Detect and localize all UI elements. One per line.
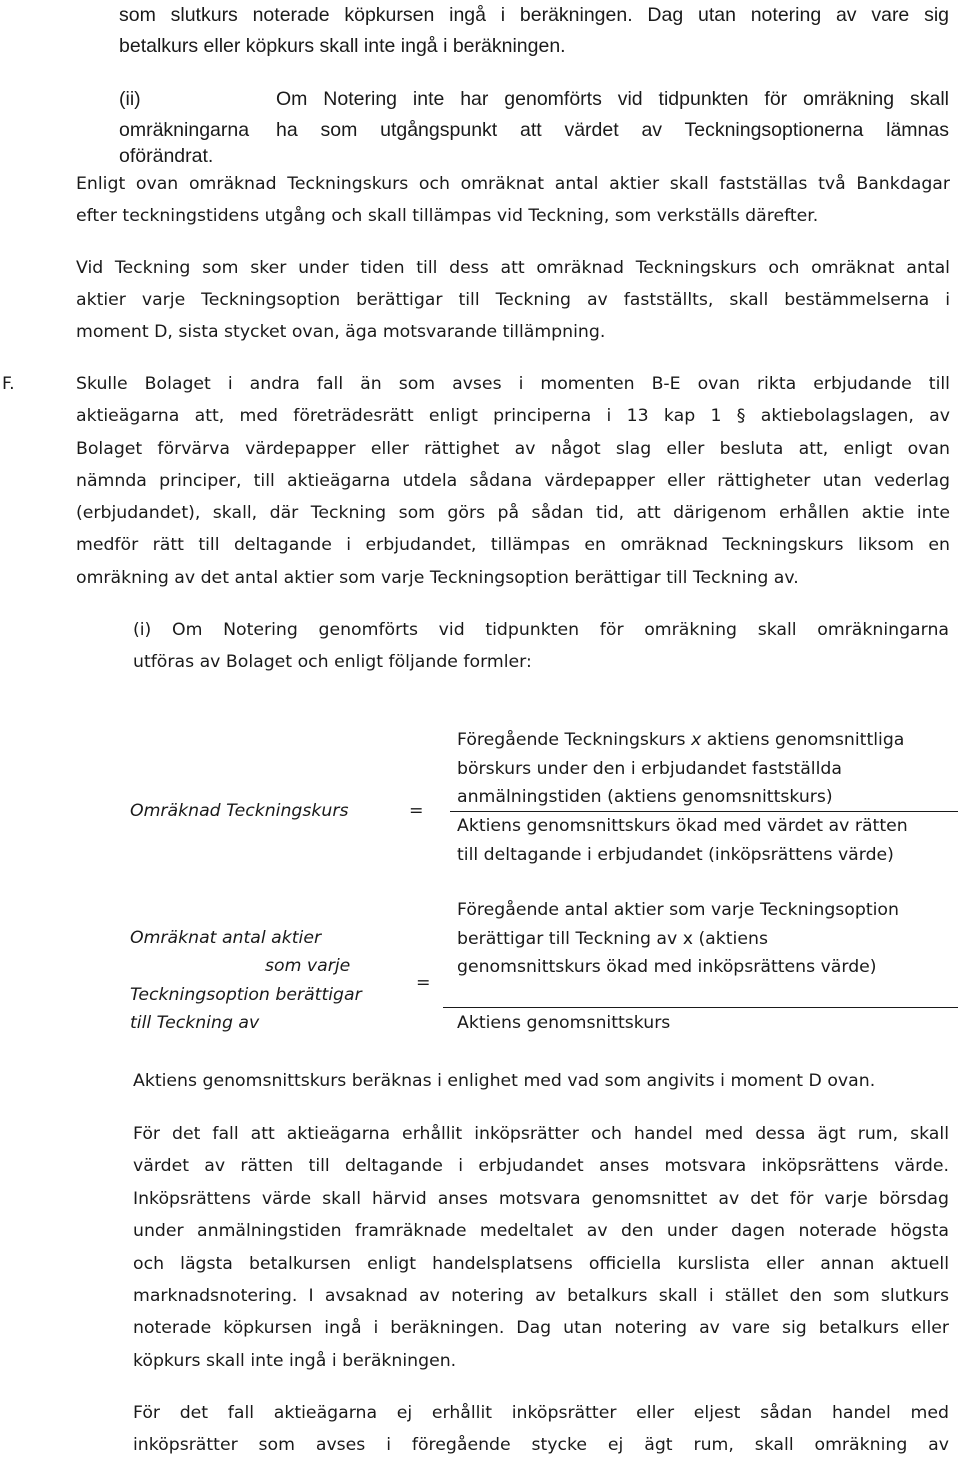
text-line: För det fall att aktieägarna erhållit inköpsrätter och handel med dessa ägt rum, skall bbox=[133, 1124, 949, 1144]
text-line: som slutkurs noterade köpkursen ingå i beräkningen. Dag utan notering av vare sig bbox=[119, 4, 949, 26]
text-line: moment D, sista stycket ovan, äga motsvarande tillämpning. bbox=[76, 322, 606, 342]
formula1-numerator bbox=[457, 726, 957, 812]
paragraph-vid bbox=[76, 252, 950, 348]
text-line: För det fall aktieägarna ej erhållit inköpsrätter eller eljest sådan handel med bbox=[133, 1403, 949, 1423]
item-ii-line2b: ha som utgångspunkt att värdet av Teckningsoptionerna lämnas bbox=[276, 119, 949, 141]
text-line: noterade köpkursen ingå i beräkningen. Dag utan notering av vare sig betalkurs eller bbox=[133, 1318, 949, 1339]
text-line: omräkning av det antal aktier som varje Teckningsoption berättigar till Teckning av. bbox=[76, 567, 799, 588]
note-average-price: Aktiens genomsnittskurs beräknas i enlighet med vad som angivits i moment D ovan. bbox=[133, 1071, 876, 1091]
text-line: Föregående antal aktier som varje Teckningsoption bbox=[457, 900, 899, 920]
text-line: Bolaget förvärva värdepapper eller rättighet av något slag eller besluta att, enligt ovan bbox=[76, 438, 950, 459]
paragraph-enligt bbox=[76, 168, 950, 232]
text-line: köpkurs skall inte ingå i beräkningen. bbox=[133, 1350, 457, 1371]
formula2-denominator: Aktiens genomsnittskurs bbox=[457, 1013, 671, 1033]
formula1-lhs: Omräknad Teckningskurs bbox=[130, 801, 349, 821]
text-line: efter teckningstidens utgång och skall tillämpas vid Teckning, som verkställs därefter. bbox=[76, 206, 819, 226]
item-ii-marker: (ii) bbox=[119, 88, 141, 110]
text-line: till Teckning av bbox=[130, 1012, 260, 1033]
text-line: Aktiens genomsnittskurs ökad med värdet av rätten bbox=[457, 816, 908, 836]
item-ii-line3: oförändrat. bbox=[119, 145, 214, 167]
paragraph-for-det-fall-2 bbox=[133, 1397, 949, 1461]
text-line: inköpsrätter som avses i föregående stycke ej ägt rum, skall omräkning av bbox=[133, 1435, 949, 1455]
formula2-lhs bbox=[130, 924, 420, 1037]
text-line: Skulle Bolaget i andra fall än som avses i momenten B-E ovan rikta erbjudande till bbox=[76, 374, 950, 394]
item-ii-line1: Om Notering inte har genomförts vid tidpunkten för omräkning skall bbox=[276, 88, 949, 110]
text-line: Inköpsrättens värde skall härvid anses motsvara genomsnittet av det för varje börsdag bbox=[133, 1188, 949, 1209]
text-line: (erbjudandet), skall, där Teckning som görs på sådan tid, att därigenom erhållen aktie inte bbox=[76, 503, 950, 524]
text-line: betalkurs eller köpkurs skall inte ingå i beräkningen. bbox=[119, 35, 566, 57]
text-line: marknadsnotering. I avsaknad av notering av betalkurs skall i stället den som slutkurs bbox=[133, 1286, 949, 1307]
text-line: Omräknat antal aktier bbox=[130, 928, 322, 948]
section-f-paragraph bbox=[76, 368, 950, 594]
text-line: börskurs under den i erbjudandet fastställda bbox=[457, 758, 842, 779]
top-paragraph bbox=[119, 0, 949, 62]
text-line: aktieägarna att, med företrädesrätt enligt principerna i 13 kap 1 § aktiebolagslagen, av bbox=[76, 406, 950, 427]
text-line: Enligt ovan omräknad Teckningskurs och omräknat antal aktier skall fastställas två Bankdagar bbox=[76, 174, 950, 194]
text-line: under anmälningstiden framräknade medeltalet av den under dagen noterade högsta bbox=[133, 1221, 949, 1242]
text-line: Föregående Teckningskurs x aktiens genomsnittliga bbox=[457, 730, 905, 750]
text-line: till deltagande i erbjudandet (inköpsrättens värde) bbox=[457, 844, 894, 865]
text-line: medför rätt till deltagande i erbjudandet, tillämpas en omräknad Teckningskurs liksom en bbox=[76, 535, 950, 556]
formula1-denominator bbox=[457, 812, 957, 869]
formula2-equals: = bbox=[416, 973, 431, 993]
text-line: (i) Om Notering genomförts vid tidpunkten för omräkning skall omräkningarna bbox=[133, 620, 949, 640]
text-line: Vid Teckning som sker under tiden till dess att omräknad Teckningskurs och omräknat antal bbox=[76, 258, 950, 278]
text-line: Teckningsoption berättigar bbox=[130, 984, 362, 1005]
formula1-equals: = bbox=[409, 801, 424, 821]
text-line: berättigar till Teckning av x (aktiens bbox=[457, 928, 768, 949]
text-line: värdet av rätten till deltagande i erbjudandet anses motsvara inköpsrättens värde. bbox=[133, 1156, 949, 1177]
text-line: genomsnittskurs ökad med inköpsrättens värde) bbox=[457, 957, 877, 977]
paragraph-for-det-fall-1 bbox=[133, 1118, 949, 1377]
multiply-x: x bbox=[690, 730, 702, 750]
item-i-paragraph bbox=[133, 614, 949, 678]
fraction-bar bbox=[443, 1007, 958, 1008]
text-line: nämnda principer, till aktieägarna utdela sådana värdepapper eller rättigheter utan vederlag bbox=[76, 470, 950, 491]
formula2-numerator bbox=[457, 896, 957, 982]
text-line: aktier varje Teckningsoption berättigar till Teckning av fastställts, skall bestämmelserna i bbox=[76, 290, 950, 310]
text-line: utföras av Bolaget och enligt följande formler: bbox=[133, 652, 532, 672]
item-ii-line2a: omräkningarna bbox=[119, 119, 250, 141]
section-f-marker: F. bbox=[2, 374, 15, 394]
text-line: anmälningstiden (aktiens genomsnittskurs) bbox=[457, 787, 833, 807]
text-line: och lägsta betalkursen enligt handelsplatsens officiella kurslista eller annan aktuell bbox=[133, 1253, 949, 1274]
text-line: som varje bbox=[265, 956, 351, 977]
